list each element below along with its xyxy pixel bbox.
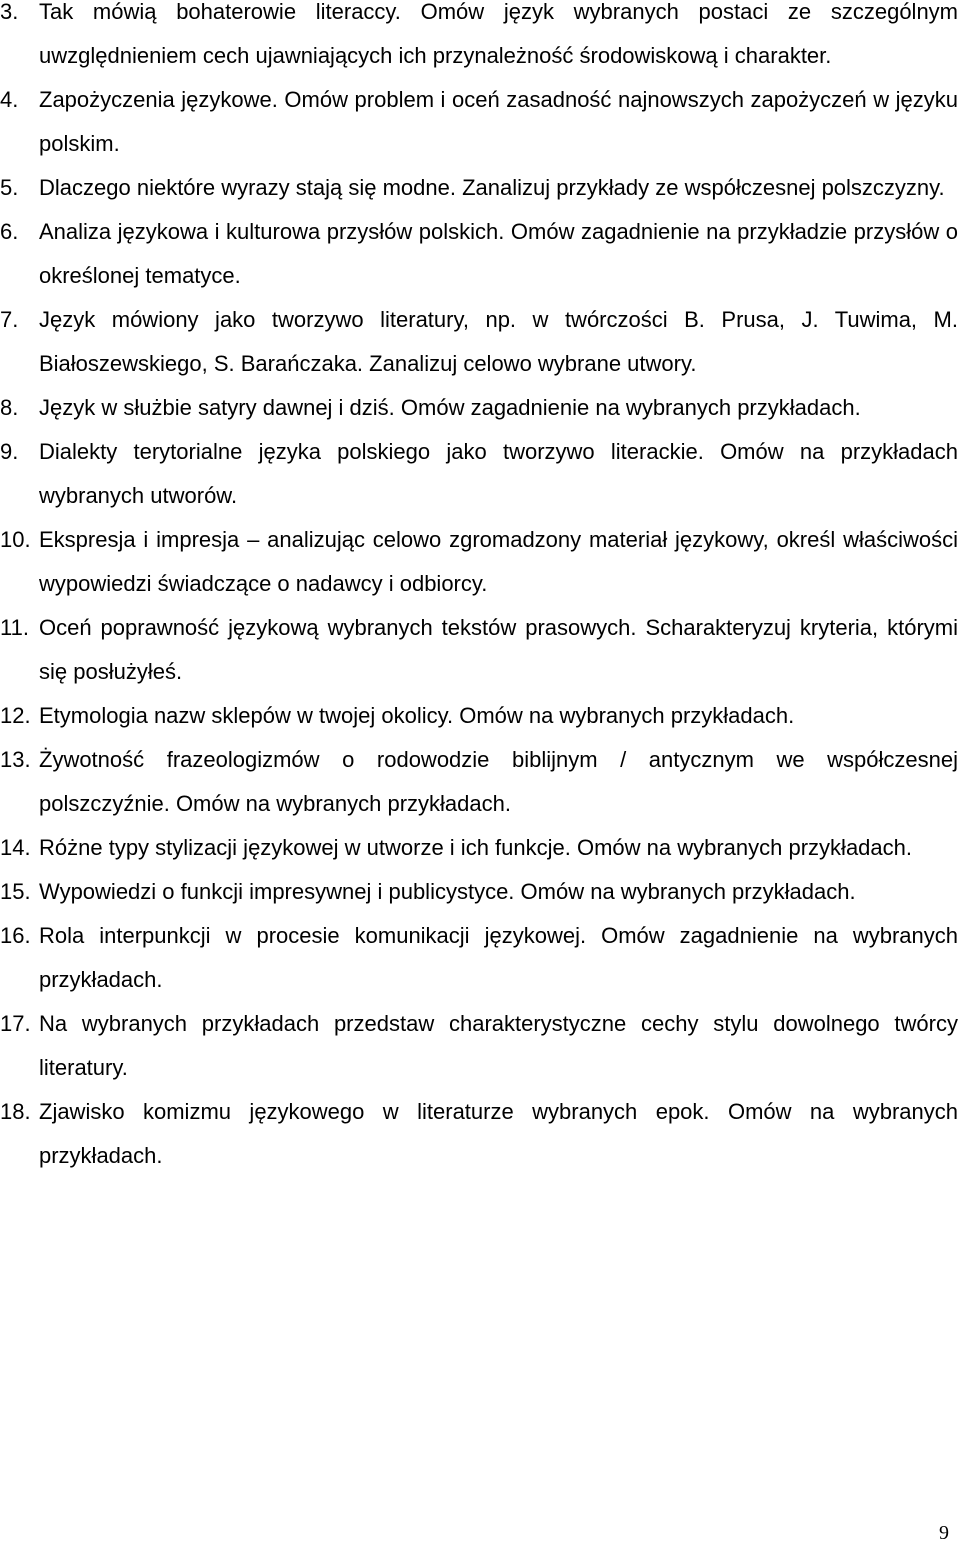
item-text: Tak mówią bohaterowie literaccy. Omów język wybranych postaci ze szczególnym uwzględnieniem cech ujawniających ich przynależność środowiskową i charakter. (39, 0, 958, 68)
list-item (0, 738, 960, 826)
item-number: 7. (0, 307, 19, 332)
item-number: 4. (0, 87, 19, 112)
item-number: 16. (0, 923, 31, 948)
item-number: 14. (0, 835, 31, 860)
item-text: Różne typy stylizacji językowej w utworze i ich funkcje. Omów na wybranych przykładach. (39, 835, 912, 860)
page-number: 9 (939, 1522, 949, 1544)
item-number: 13. (0, 747, 31, 772)
list-item (0, 430, 960, 518)
item-number: 18. (0, 1099, 31, 1124)
list-item (0, 694, 960, 738)
item-text: Ekspresja i impresja – analizując celowo zgromadzony materiał językowy, określ właściwości wypowiedzi świadczące o nadawcy i odbiorcy. (39, 527, 958, 596)
item-number: 3. (0, 0, 19, 24)
list-item (0, 166, 960, 210)
list-item (0, 1090, 960, 1178)
item-number: 8. (0, 395, 19, 420)
list-item (0, 870, 960, 914)
item-number: 11. (0, 615, 29, 640)
item-number: 9. (0, 439, 19, 464)
list-item (0, 606, 960, 694)
item-text: Etymologia nazw sklepów w twojej okolicy. Omów na wybranych przykładach. (39, 703, 795, 728)
item-text: Zapożyczenia językowe. Omów problem i oceń zasadność najnowszych zapożyczeń w języku polskim. (39, 87, 958, 156)
item-text: Analiza językowa i kulturowa przysłów polskich. Omów zagadnienie na przykładzie przysłów o określonej tematyce. (39, 219, 958, 288)
list-item (0, 78, 960, 166)
item-text: Wypowiedzi o funkcji impresywnej i publicystyce. Omów na wybranych przykładach. (39, 879, 856, 904)
item-text: Oceń poprawność językową wybranych tekstów prasowych. Scharakteryzuj kryteria, którymi się posłużyłeś. (39, 615, 958, 684)
list-item (0, 210, 960, 298)
item-text: Język mówiony jako tworzywo literatury, np. w twórczości B. Prusa, J. Tuwima, M. Białoszewskiego, S. Barańczaka. Zanalizuj celowo wybrane utwory. (39, 307, 958, 376)
item-number: 5. (0, 175, 19, 200)
item-text: Żywotność frazeologizmów o rodowodzie biblijnym / antycznym we współczesnej polszczyźnie. Omów na wybranych przykładach. (39, 747, 958, 816)
item-number: 6. (0, 219, 19, 244)
list-item (0, 298, 960, 386)
item-text: Dialekty terytorialne języka polskiego jako tworzywo literackie. Omów na przykładach wybranych utworów. (39, 439, 958, 508)
item-text: Zjawisko komizmu językowego w literaturze wybranych epok. Omów na wybranych przykładach. (39, 1099, 958, 1168)
list-item (0, 914, 960, 1002)
list-item (0, 386, 960, 430)
item-text: Rola interpunkcji w procesie komunikacji językowej. Omów zagadnienie na wybranych przykładach. (39, 923, 958, 992)
list-item (0, 1002, 960, 1090)
item-number: 17. (0, 1011, 31, 1036)
list-item (0, 826, 960, 870)
item-text: Język w służbie satyry dawnej i dziś. Omów zagadnienie na wybranych przykładach. (39, 395, 861, 420)
list-item (0, 518, 960, 606)
item-number: 12. (0, 703, 31, 728)
item-text: Dlaczego niektóre wyrazy stają się modne. Zanalizuj przykłady ze współczesnej polszczyzny. (39, 175, 945, 200)
item-text: Na wybranych przykładach przedstaw charakterystyczne cechy stylu dowolnego twórcy literatury. (39, 1011, 958, 1080)
item-number: 15. (0, 879, 31, 904)
list-item (0, 0, 960, 78)
item-number: 10. (0, 527, 31, 552)
